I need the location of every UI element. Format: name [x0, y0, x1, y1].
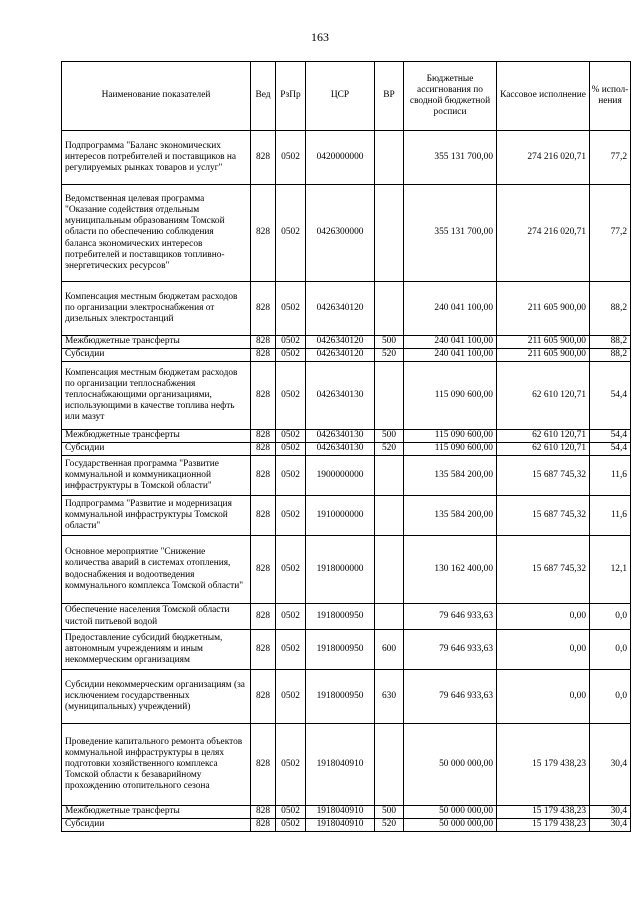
budget-table [61, 61, 631, 832]
cell-name: Основное мероприятие "Снижение количества аварий в системах отопления, водоснабжения и водоотведения коммунального комплекса Томской области" [62, 536, 251, 604]
cell-csr: 0426340130 [306, 362, 375, 430]
cell-rzpr: 0502 [276, 185, 306, 282]
table-body [62, 131, 631, 832]
cell-percent: 88,2 [590, 349, 631, 362]
cell-cash: 15 179 438,23 [497, 819, 590, 832]
cell-rzpr: 0502 [276, 496, 306, 536]
cell-rzpr: 0502 [276, 430, 306, 443]
cell-ved: 828 [251, 131, 276, 185]
cell-percent: 30,4 [590, 806, 631, 819]
cell-vr: 520 [375, 819, 404, 832]
cell-rzpr: 0502 [276, 819, 306, 832]
cell-cash: 62 610 120,71 [497, 430, 590, 443]
cell-vr [375, 362, 404, 430]
cell-percent: 0,0 [590, 670, 631, 724]
cell-percent: 11,6 [590, 496, 631, 536]
cell-name: Ведомственная целевая программа "Оказание содействия отдельным муниципальным образованиям Томской области по обеспечению соблюдения баланса экономических интересов потребителей и поставщиков топливно-энергетических ресурсов" [62, 185, 251, 282]
cell-cash: 211 605 900,00 [497, 282, 590, 336]
cell-ved: 828 [251, 456, 276, 496]
cell-cash: 0,00 [497, 630, 590, 670]
cell-cash: 0,00 [497, 670, 590, 724]
cell-budget: 355 131 700,00 [404, 131, 497, 185]
cell-csr: 0426340120 [306, 282, 375, 336]
header-cash: Кассовое исполнение [497, 62, 590, 131]
cell-ved: 828 [251, 630, 276, 670]
cell-name: Государственная программа "Развитие коммунальной и коммуникационной инфраструктуры в Томской области" [62, 456, 251, 496]
cell-rzpr: 0502 [276, 630, 306, 670]
cell-cash: 15 687 745,32 [497, 456, 590, 496]
cell-csr: 0426340120 [306, 349, 375, 362]
cell-cash: 15 687 745,32 [497, 536, 590, 604]
header-name: Наименование показателей [62, 62, 251, 131]
cell-cash: 211 605 900,00 [497, 349, 590, 362]
cell-csr: 1918000950 [306, 604, 375, 630]
cell-ved: 828 [251, 443, 276, 456]
header-csr: ЦСР [306, 62, 375, 131]
cell-vr: 500 [375, 430, 404, 443]
cell-ved: 828 [251, 806, 276, 819]
cell-name: Подпрограмма "Развитие и модернизация коммунальной инфраструктуры Томской области" [62, 496, 251, 536]
cell-rzpr: 0502 [276, 336, 306, 349]
cell-budget: 240 041 100,00 [404, 349, 497, 362]
cell-ved: 828 [251, 604, 276, 630]
cell-vr [375, 185, 404, 282]
cell-budget: 79 646 933,63 [404, 630, 497, 670]
table-row [62, 282, 631, 336]
cell-ved: 828 [251, 336, 276, 349]
cell-budget: 355 131 700,00 [404, 185, 497, 282]
cell-percent: 54,4 [590, 443, 631, 456]
table-row [62, 806, 631, 819]
table-row [62, 456, 631, 496]
cell-csr: 1918040910 [306, 819, 375, 832]
cell-ved: 828 [251, 496, 276, 536]
cell-vr [375, 604, 404, 630]
cell-budget: 240 041 100,00 [404, 282, 497, 336]
cell-vr [375, 536, 404, 604]
cell-percent: 30,4 [590, 819, 631, 832]
cell-name: Предоставление субсидий бюджетным, автономным учреждениям и иным некоммерческим организациям [62, 630, 251, 670]
cell-rzpr: 0502 [276, 604, 306, 630]
cell-ved: 828 [251, 430, 276, 443]
cell-budget: 240 041 100,00 [404, 336, 497, 349]
cell-percent: 0,0 [590, 604, 631, 630]
cell-percent: 77,2 [590, 131, 631, 185]
cell-budget: 50 000 000,00 [404, 819, 497, 832]
cell-ved: 828 [251, 536, 276, 604]
cell-name: Подпрограмма "Баланс экономических интересов потребителей и поставщиков на регулируемых рынках товаров и услуг" [62, 131, 251, 185]
cell-budget: 50 000 000,00 [404, 806, 497, 819]
header-vr: ВР [375, 62, 404, 131]
cell-percent: 54,4 [590, 430, 631, 443]
table-row [62, 430, 631, 443]
cell-name: Проведение капитального ремонта объектов коммунальной инфраструктуры в целях подготовки хозяйственного комплекса Томской области к безаварийному прохождению отопительного сезона [62, 724, 251, 806]
cell-rzpr: 0502 [276, 536, 306, 604]
cell-percent: 30,4 [590, 724, 631, 806]
cell-csr: 0426340130 [306, 443, 375, 456]
cell-cash: 62 610 120,71 [497, 443, 590, 456]
cell-percent: 54,4 [590, 362, 631, 430]
cell-name: Межбюджетные трансферты [62, 806, 251, 819]
cell-rzpr: 0502 [276, 362, 306, 430]
cell-cash: 15 179 438,23 [497, 724, 590, 806]
cell-cash: 0,00 [497, 604, 590, 630]
cell-cash: 15 687 745,32 [497, 496, 590, 536]
cell-budget: 135 584 200,00 [404, 496, 497, 536]
cell-rzpr: 0502 [276, 724, 306, 806]
table-row [62, 630, 631, 670]
cell-vr [375, 724, 404, 806]
header-budget: Бюджетные ассигнования по сводной бюджетной росписи [404, 62, 497, 131]
page-number: 163 [311, 30, 329, 44]
cell-vr: 520 [375, 443, 404, 456]
table-row [62, 724, 631, 806]
table-row [62, 604, 631, 630]
cell-vr [375, 282, 404, 336]
cell-rzpr: 0502 [276, 349, 306, 362]
table-row [62, 349, 631, 362]
cell-percent: 11,6 [590, 456, 631, 496]
cell-vr: 500 [375, 806, 404, 819]
table-row [62, 336, 631, 349]
cell-ved: 828 [251, 819, 276, 832]
cell-csr: 1910000000 [306, 496, 375, 536]
table-row [62, 443, 631, 456]
cell-ved: 828 [251, 282, 276, 336]
cell-ved: 828 [251, 670, 276, 724]
table-row [62, 185, 631, 282]
cell-budget: 130 162 400,00 [404, 536, 497, 604]
cell-rzpr: 0502 [276, 456, 306, 496]
cell-cash: 15 179 438,23 [497, 806, 590, 819]
header-percent: % испол-нения [590, 62, 631, 131]
cell-ved: 828 [251, 362, 276, 430]
table-row [62, 131, 631, 185]
header-rzpr: РзПр [276, 62, 306, 131]
cell-ved: 828 [251, 185, 276, 282]
cell-csr: 0426340130 [306, 430, 375, 443]
cell-vr: 600 [375, 630, 404, 670]
cell-name: Субсидии [62, 819, 251, 832]
cell-rzpr: 0502 [276, 131, 306, 185]
cell-name: Обеспечение населения Томской области чистой питьевой водой [62, 604, 251, 630]
cell-vr [375, 496, 404, 536]
table-row [62, 670, 631, 724]
cell-name: Межбюджетные трансферты [62, 336, 251, 349]
table-row [62, 536, 631, 604]
cell-name: Компенсация местным бюджетам расходов по организации теплоснабжения теплоснабжающими организациями, использующими в качестве топлива нефть или мазут [62, 362, 251, 430]
cell-csr: 0426300000 [306, 185, 375, 282]
cell-vr [375, 131, 404, 185]
cell-csr: 1918040910 [306, 806, 375, 819]
cell-budget: 135 584 200,00 [404, 456, 497, 496]
cell-budget: 79 646 933,63 [404, 670, 497, 724]
cell-rzpr: 0502 [276, 282, 306, 336]
cell-cash: 274 216 020,71 [497, 185, 590, 282]
cell-csr: 1918000950 [306, 670, 375, 724]
cell-ved: 828 [251, 724, 276, 806]
cell-budget: 115 090 600,00 [404, 443, 497, 456]
table-header-row [62, 62, 631, 131]
cell-name: Субсидии [62, 443, 251, 456]
cell-vr: 630 [375, 670, 404, 724]
cell-vr: 500 [375, 336, 404, 349]
cell-budget: 115 090 600,00 [404, 430, 497, 443]
cell-percent: 12,1 [590, 536, 631, 604]
cell-budget: 115 090 600,00 [404, 362, 497, 430]
cell-rzpr: 0502 [276, 806, 306, 819]
cell-csr: 1918000950 [306, 630, 375, 670]
cell-csr: 0420000000 [306, 131, 375, 185]
cell-percent: 88,2 [590, 282, 631, 336]
cell-csr: 1900000000 [306, 456, 375, 496]
table-row [62, 362, 631, 430]
cell-ved: 828 [251, 349, 276, 362]
header-ved: Вед [251, 62, 276, 131]
cell-vr [375, 456, 404, 496]
cell-percent: 88,2 [590, 336, 631, 349]
cell-cash: 211 605 900,00 [497, 336, 590, 349]
table-row [62, 496, 631, 536]
cell-name: Субсидии некоммерческим организациям (за исключением государственных (муниципальных) учреждений) [62, 670, 251, 724]
cell-rzpr: 0502 [276, 670, 306, 724]
cell-percent: 77,2 [590, 185, 631, 282]
cell-budget: 50 000 000,00 [404, 724, 497, 806]
cell-cash: 274 216 020,71 [497, 131, 590, 185]
cell-vr: 520 [375, 349, 404, 362]
cell-name: Субсидии [62, 349, 251, 362]
table-row [62, 819, 631, 832]
cell-budget: 79 646 933,63 [404, 604, 497, 630]
cell-csr: 1918040910 [306, 724, 375, 806]
cell-name: Компенсация местным бюджетам расходов по организации электроснабжения от дизельных электростанций [62, 282, 251, 336]
cell-csr: 1918000000 [306, 536, 375, 604]
cell-rzpr: 0502 [276, 443, 306, 456]
cell-percent: 0,0 [590, 630, 631, 670]
cell-csr: 0426340120 [306, 336, 375, 349]
cell-name: Межбюджетные трансферты [62, 430, 251, 443]
cell-cash: 62 610 120,71 [497, 362, 590, 430]
